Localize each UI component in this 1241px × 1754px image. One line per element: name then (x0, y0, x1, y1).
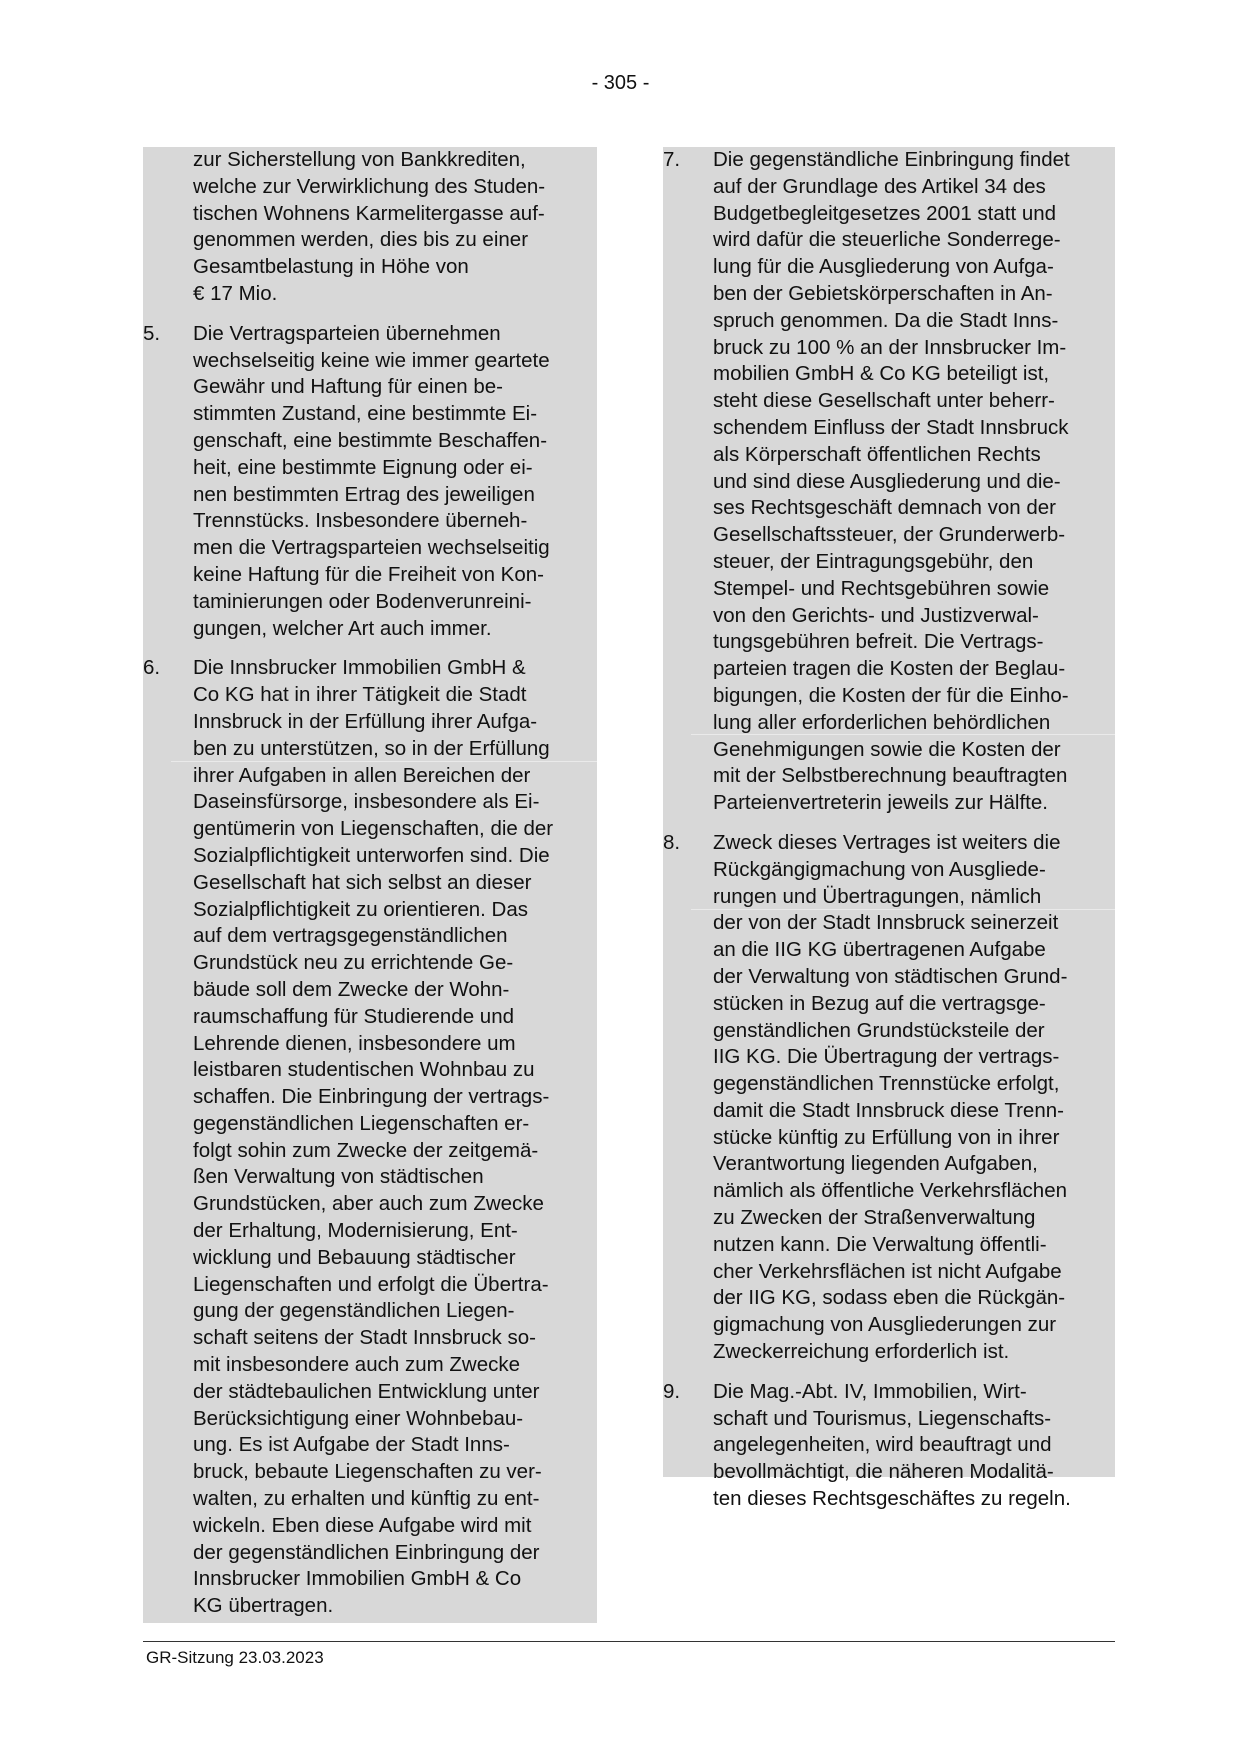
text-line: leistbaren studentischen Wohnbau zu (193, 1058, 535, 1082)
text-line: steht diese Gesellschaft unter beherr- (713, 389, 1055, 413)
text-line: angelegenheiten, wird beauftragt und (713, 1433, 1052, 1457)
text-line: auf dem vertragsgegenständlichen (193, 924, 508, 948)
text-line: cher Verkehrsflächen ist nicht Aufgabe (713, 1259, 1062, 1283)
text-line: Genehmigungen sowie die Kosten der (713, 737, 1061, 761)
text-line: Verantwortung liegenden Aufgaben, (713, 1152, 1038, 1176)
text-line: genständlichen Grundstücksteile der (713, 1018, 1045, 1042)
text-line: steuer, der Eintragungsgebühr, den (713, 549, 1034, 573)
list-item-number: 7. (663, 148, 681, 171)
text-line: heit, eine bestimmte Eignung oder ei- (193, 455, 533, 479)
text-line: Lehrende dienen, insbesondere um (193, 1031, 516, 1055)
text-line: Gesamtbelastung in Höhe von (193, 255, 469, 279)
text-line: parteien tragen die Kosten der Beglau- (713, 657, 1066, 681)
text-line: der von der Stadt Innsbruck seinerzeit (713, 911, 1059, 935)
text-line: mobilien GmbH & Co KG beteiligt ist, (713, 362, 1050, 386)
text-line: bevollmächtigt, die näheren Modalitä- (713, 1460, 1054, 1484)
footer-text: GR-Sitzung 23.03.2023 (146, 1648, 324, 1667)
text-line: ses Rechtsgeschäft demnach von der (713, 496, 1056, 520)
right-text (663, 147, 1115, 1513)
text-line: Gewähr und Haftung für einen be- (193, 375, 503, 399)
text-line: taminierungen oder Bodenverunreini- (193, 589, 532, 613)
text-line: Grundstück neu zu errichtende Ge- (193, 951, 514, 975)
text-line: bäude soll dem Zwecke der Wohn- (193, 977, 510, 1001)
text-line: Budgetbegleitgesetzes 2001 statt und (713, 201, 1057, 225)
footer-rule (143, 1641, 1115, 1642)
text-line: gungen, welcher Art auch immer. (193, 616, 492, 640)
text-line: und sind diese Ausgliederung und die- (713, 469, 1061, 493)
text-line: tungsgebühren befreit. Die Vertrags- (713, 630, 1044, 654)
text-line: damit die Stadt Innsbruck diese Trenn- (713, 1098, 1064, 1122)
text-line: Trennstücks. Insbesondere überneh- (193, 509, 528, 533)
text-line: bigungen, die Kosten der für die Einho- (713, 683, 1069, 707)
text-line: genschaft, eine bestimmte Beschaffen- (193, 428, 548, 452)
text-line: wechselseitig keine wie immer geartete (193, 348, 550, 372)
text-line: schaffen. Die Einbringung der vertrags- (193, 1085, 550, 1109)
text-line: von den Gerichts- und Justizverwal- (713, 603, 1039, 627)
text-line: ihrer Aufgaben in allen Bereichen der (193, 763, 531, 787)
text-line: Rückgängigmachung von Ausgliede- (713, 857, 1046, 881)
text-line: an die IIG KG übertragenen Aufgabe (713, 938, 1046, 962)
text-line: Die gegenständliche Einbringung findet (713, 148, 1070, 171)
text-line: Daseinsfürsorge, insbesondere als Ei- (193, 790, 540, 814)
text-line: Sozialpflichtigkeit unterworfen sind. Die (193, 843, 550, 867)
text-line: der gegenständlichen Einbringung der (193, 1540, 540, 1564)
list-item (143, 321, 597, 643)
text-line: zu Zwecken der Straßenverwaltung (713, 1206, 1036, 1230)
text-line: stücken in Bezug auf die vertragsge- (713, 991, 1046, 1015)
left-column (143, 147, 597, 1633)
text-line: nen bestimmten Ertrag des jeweiligen (193, 482, 535, 506)
text-line: gegenständlichen Trennstücke erfolgt, (713, 1072, 1060, 1096)
text-line: welche zur Verwirklichung des Studen- (193, 174, 546, 198)
text-line: stücke künftig zu Erfüllung von in ihrer (713, 1125, 1060, 1149)
text-line: nutzen kann. Die Verwaltung öffentli- (713, 1232, 1047, 1256)
text-line: KG übertragen. (193, 1594, 334, 1618)
text-line: Zweck dieses Vertrages ist weiters die (713, 830, 1061, 854)
list-item (143, 655, 597, 1620)
text-line: gung der gegenständlichen Liegen- (193, 1299, 515, 1323)
text-line: Berücksichtigung einer Wohnbebau- (193, 1406, 524, 1430)
list-item-text (713, 1379, 1115, 1513)
list-item-text (193, 147, 597, 308)
text-line: € 17 Mio. (193, 281, 278, 305)
text-line: schaft seitens der Stadt Innsbruck so- (193, 1326, 536, 1350)
text-line: Gesellschaftssteuer, der Grunderwerb- (713, 523, 1066, 547)
text-line: lung für die Ausgliederung von Aufga- (713, 255, 1054, 279)
text-line: ben der Gebietskörperschaften in An- (713, 281, 1053, 305)
text-line: ßen Verwaltung von städtischen (193, 1165, 484, 1189)
text-line: nämlich als öffentliche Verkehrsflächen (713, 1179, 1068, 1203)
list-item-text (713, 147, 1115, 817)
list-item-number: 8. (663, 830, 681, 854)
text-line: der Verwaltung von städtischen Grund- (713, 964, 1068, 988)
text-line: wickeln. Eben diese Aufgabe wird mit (193, 1513, 532, 1537)
text-line: ung. Es ist Aufgabe der Stadt Inns- (193, 1433, 510, 1457)
list-item-text (193, 321, 597, 643)
text-line: als Körperschaft öffentlichen Rechts (713, 442, 1041, 466)
text-line: men die Vertragsparteien wechselseitig (193, 536, 550, 560)
text-line: spruch genommen. Da die Stadt Inns- (713, 308, 1059, 332)
text-line: walten, zu erhalten und künftig zu ent- (193, 1487, 540, 1511)
text-line: Sozialpflichtigkeit zu orientieren. Das (193, 897, 528, 921)
text-line: Parteienvertreterin jeweils zur Hälfte. (713, 791, 1048, 815)
text-line: Die Vertragsparteien übernehmen (193, 321, 501, 345)
text-line: Stempel- und Rechtsgebühren sowie (713, 576, 1050, 600)
list-item-number: 6. (143, 656, 161, 680)
text-line: schendem Einfluss der Stadt Innsbruck (713, 415, 1069, 439)
text-line: Die Mag.-Abt. IV, Immobilien, Wirt- (713, 1379, 1027, 1403)
list-item (663, 830, 1115, 1366)
text-line: raumschaffung für Studierende und (193, 1004, 515, 1028)
list-item (143, 147, 597, 308)
text-line: mit insbesondere auch zum Zwecke (193, 1353, 521, 1377)
text-line: IIG KG. Die Übertragung der vertrags- (713, 1045, 1060, 1069)
text-line: Zweckerreichung erforderlich ist. (713, 1340, 1010, 1364)
text-line: mit der Selbstberechnung beauftragten (713, 764, 1068, 788)
list-item-number: 5. (143, 321, 161, 345)
text-line: tischen Wohnens Karmelitergasse auf- (193, 201, 545, 225)
list-item-text (193, 655, 597, 1620)
left-text (143, 147, 597, 1620)
text-line: ten dieses Rechtsgeschäftes zu regeln. (713, 1487, 1071, 1511)
right-column (663, 147, 1115, 1526)
text-line: genommen werden, dies bis zu einer (193, 228, 529, 252)
text-line: Liegenschaften und erfolgt die Übertra- (193, 1272, 549, 1296)
text-line: bruck, bebaute Liegenschaften zu ver- (193, 1460, 542, 1484)
text-line: lung aller erforderlichen behördlichen (713, 710, 1051, 734)
text-line: Die Innsbrucker Immobilien GmbH & (193, 656, 526, 680)
list-item-number: 9. (663, 1379, 681, 1403)
text-line: der Erhaltung, Modernisierung, Ent- (193, 1219, 518, 1243)
list-item (663, 147, 1115, 817)
text-line: Innsbruck in der Erfüllung ihrer Aufga- (193, 709, 538, 733)
text-line: stimmten Zustand, eine bestimmte Ei- (193, 402, 538, 426)
text-line: auf der Grundlage des Artikel 34 des (713, 174, 1046, 198)
text-line: gigmachung von Ausgliederungen zur (713, 1313, 1057, 1337)
text-line: der IIG KG, sodass eben die Rückgän- (713, 1286, 1066, 1310)
text-line: keine Haftung für die Freiheit von Kon- (193, 562, 544, 586)
text-line: zur Sicherstellung von Bankkrediten, (193, 148, 526, 171)
text-line: gegenständlichen Liegenschaften er- (193, 1111, 530, 1135)
text-line: schaft und Tourismus, Liegenschafts- (713, 1406, 1052, 1430)
text-line: gentümerin von Liegenschaften, die der (193, 817, 554, 841)
text-line: wicklung und Bebauung städtischer (193, 1245, 516, 1269)
text-line: der städtebaulichen Entwicklung unter (193, 1379, 540, 1403)
text-line: Innsbrucker Immobilien GmbH & Co (193, 1567, 522, 1591)
text-line: rungen und Übertragungen, nämlich (713, 884, 1042, 908)
list-item (663, 1379, 1115, 1513)
text-line: folgt sohin zum Zwecke der zeitgemä- (193, 1138, 539, 1162)
list-item-text (713, 830, 1115, 1366)
page-number: - 305 - (591, 72, 650, 94)
text-line: bruck zu 100 % an der Innsbrucker Im- (713, 335, 1067, 359)
text-line: Grundstücken, aber auch zum Zwecke (193, 1192, 544, 1216)
text-line: Co KG hat in ihrer Tätigkeit die Stadt (193, 683, 527, 707)
text-line: Gesellschaft hat sich selbst an dieser (193, 870, 532, 894)
text-line: ben zu unterstützen, so in der Erfüllung (193, 736, 550, 760)
text-line: wird dafür die steuerliche Sonderrege- (713, 228, 1061, 252)
